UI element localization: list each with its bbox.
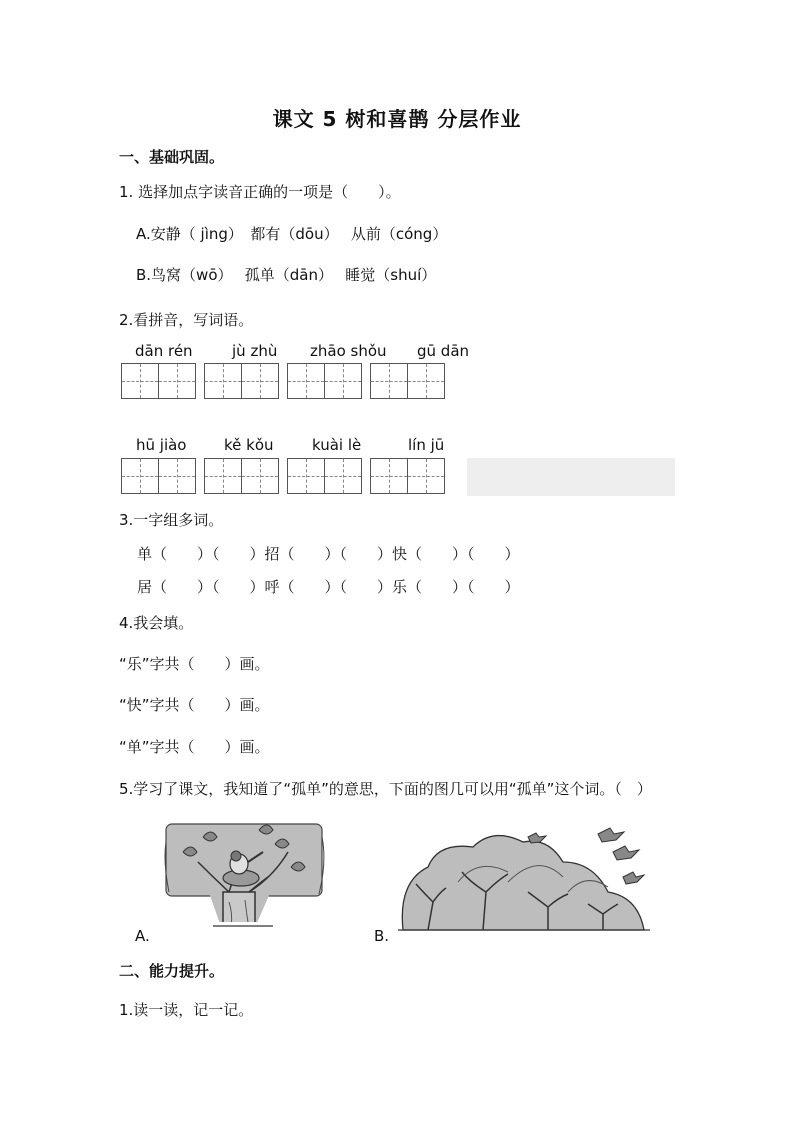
writing-box-pair[interactable] [287, 363, 361, 399]
writing-cell[interactable] [324, 458, 362, 494]
question-4-item: “快”字共（ ）画。 [119, 696, 270, 714]
section-2-heading: 二、能力提升。 [119, 962, 225, 980]
writing-cell[interactable] [324, 363, 362, 399]
question-4-item: “乐”字共（ ）画。 [119, 655, 270, 673]
writing-box-pair[interactable] [287, 458, 361, 494]
writing-cell[interactable] [241, 458, 279, 494]
question-2-text: 2.看拼音，写词语。 [119, 311, 254, 329]
writing-box-pair[interactable] [370, 363, 444, 399]
question-3-line-1: 单（ ）（ ）招（ ）（ ）快（ ）（ ） [137, 545, 520, 563]
writing-box-pair[interactable] [370, 458, 444, 494]
writing-cell[interactable] [158, 458, 196, 494]
writing-cell[interactable] [204, 363, 242, 399]
single-tree-with-bird-nest-illustration [163, 822, 325, 932]
writing-cell[interactable] [287, 363, 325, 399]
pinyin-label: gū dān [417, 342, 470, 360]
pinyin-label: zhāo shǒu [310, 342, 387, 360]
writing-cell[interactable] [370, 458, 408, 494]
question-3-text: 3.一字组多词。 [119, 511, 224, 529]
writing-box-pair[interactable] [204, 363, 278, 399]
writing-grid-row-1 [121, 363, 444, 399]
writing-cell[interactable] [407, 458, 445, 494]
page-title: 课文 5 树和喜鹊 分层作业 [272, 107, 522, 131]
writing-cell[interactable] [370, 363, 408, 399]
pinyin-label: kě kǒu [224, 436, 274, 454]
picture-label-b: B. [374, 927, 390, 945]
writing-cell[interactable] [158, 363, 196, 399]
question-1-option-b: B.鸟窝（wō） 孤单（dān） 睡觉（shuí） [136, 266, 437, 284]
section-2-question-1: 1.读一读，记一记。 [119, 1001, 254, 1019]
question-1-text: 1. 选择加点字读音正确的一项是（ ）。 [119, 183, 401, 201]
pinyin-label: lín jū [408, 436, 445, 454]
writing-grid-row-2 [121, 458, 444, 494]
section-1-heading: 一、基础巩固。 [119, 148, 225, 166]
question-3-line-2: 居（ ）（ ）呼（ ）（ ）乐（ ）（ ） [137, 578, 520, 596]
writing-box-pair[interactable] [204, 458, 278, 494]
writing-box-pair[interactable] [121, 363, 195, 399]
picture-label-a: A. [135, 927, 150, 945]
writing-cell[interactable] [121, 363, 159, 399]
forest-with-many-birds-illustration [398, 822, 650, 934]
question-5-text: 5.学习了课文，我知道了“孤单”的意思，下面的图几可以用“孤单”这个词。（ ） [119, 780, 652, 798]
pinyin-label: dān rén [135, 342, 193, 360]
writing-cell[interactable] [287, 458, 325, 494]
writing-cell[interactable] [407, 363, 445, 399]
writing-cell[interactable] [241, 363, 279, 399]
question-1-option-a: A.安静（ jìng） 都有（dōu） 从前（cóng） [136, 225, 448, 243]
writing-cell[interactable] [204, 458, 242, 494]
question-4-item: “单”字共（ ）画。 [119, 738, 270, 756]
pinyin-label: jù zhù [232, 342, 278, 360]
pinyin-label: hū jiào [136, 436, 187, 454]
pinyin-label: kuài lè [312, 436, 362, 454]
writing-box-pair[interactable] [121, 458, 195, 494]
writing-cell[interactable] [121, 458, 159, 494]
question-4-text: 4.我会填。 [119, 614, 194, 632]
shaded-band [467, 458, 675, 496]
